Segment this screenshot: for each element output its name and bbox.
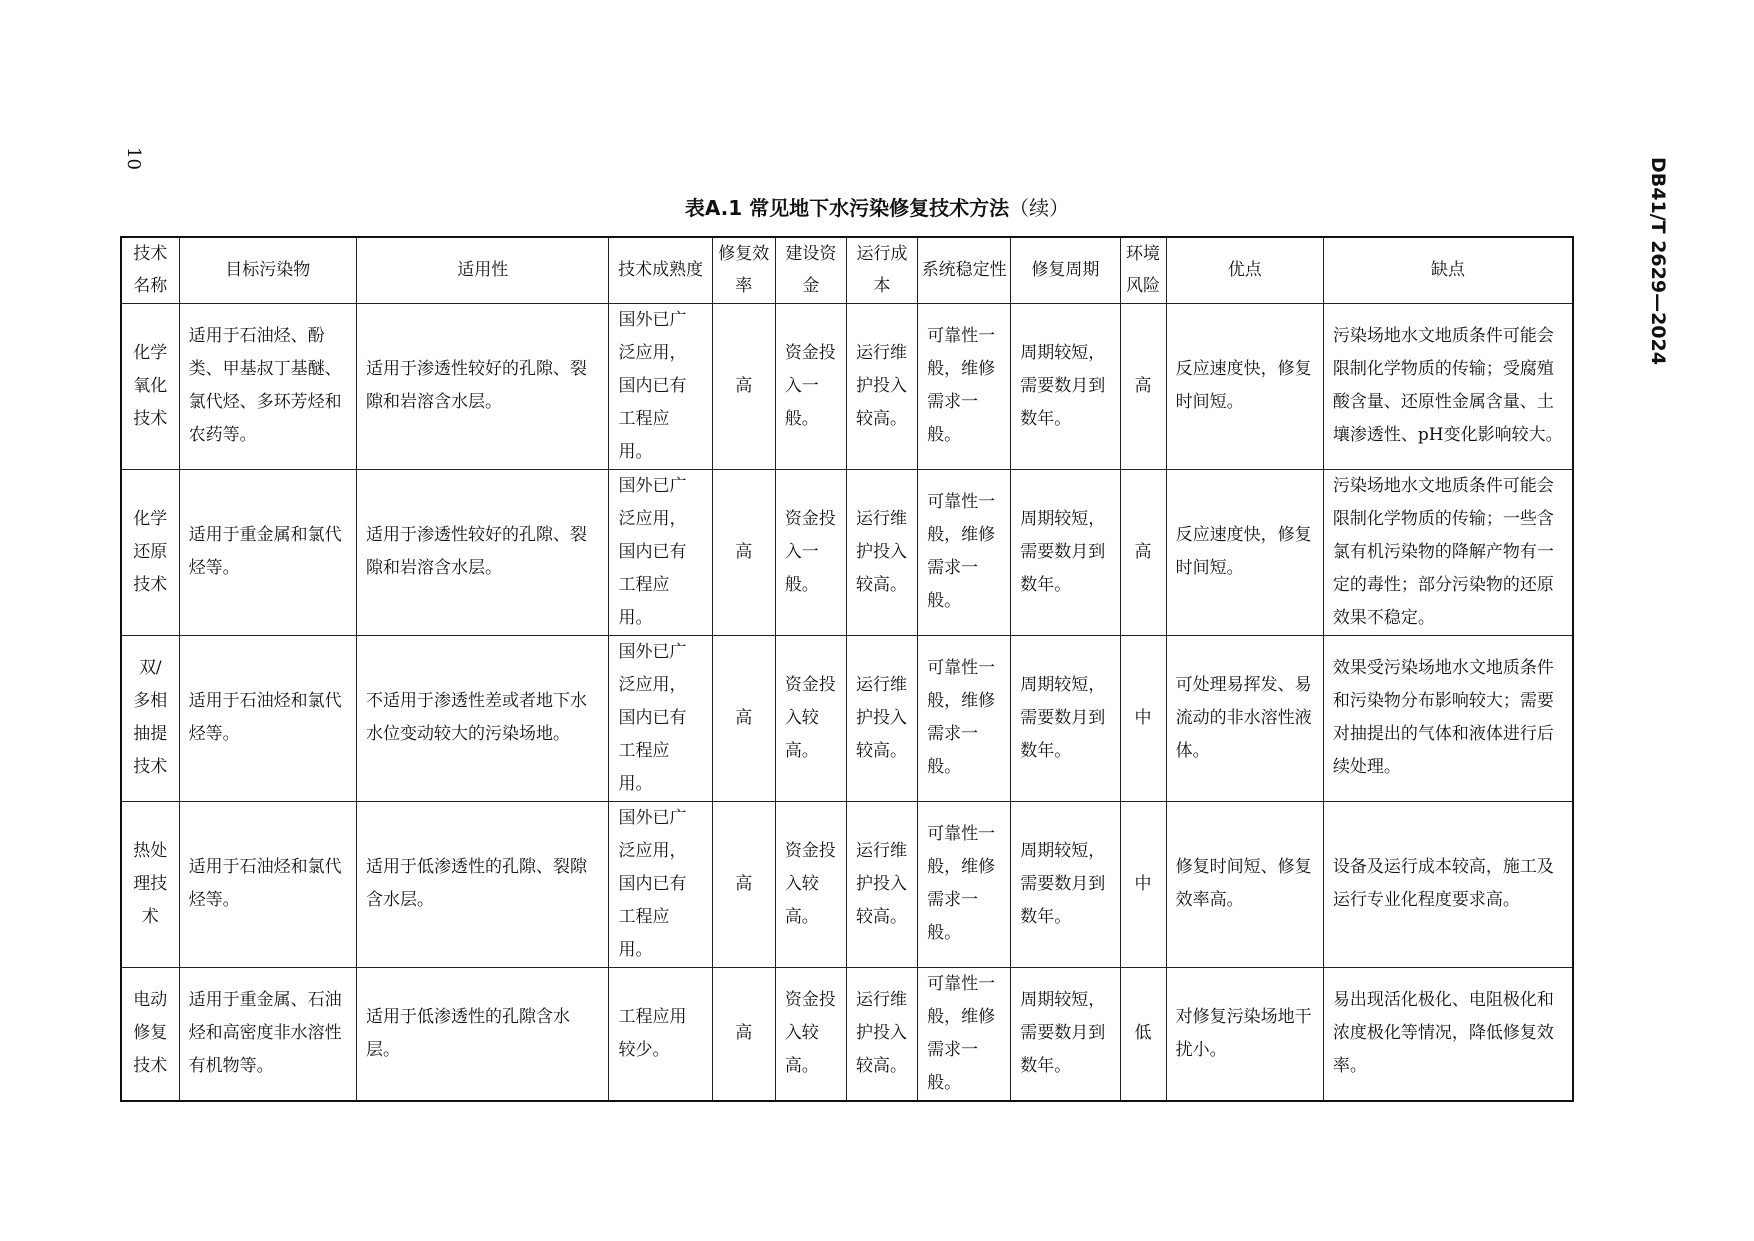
cell-tech-name: 化学还原技术 bbox=[121, 469, 179, 635]
header-maturity: 技术成熟度 bbox=[609, 237, 712, 303]
header-advantages: 优点 bbox=[1166, 237, 1323, 303]
table-row bbox=[121, 303, 1573, 469]
header-tech-name: 技术名称 bbox=[121, 237, 179, 303]
cell-period: 周期较短，需要数月到数年。 bbox=[1011, 303, 1120, 469]
cell-disadvantages: 效果受污染场地水文地质条件和污染物分布影响较大；需要对抽提出的气体和液体进行后续处理。 bbox=[1323, 635, 1573, 801]
cell-efficiency: 高 bbox=[712, 469, 775, 635]
cell-advantages: 对修复污染场地干扰小。 bbox=[1166, 967, 1323, 1101]
standard-code: DB41/T 2629—2024 bbox=[1647, 157, 1669, 365]
cell-maturity: 国外已广泛应用，国内已有工程应用。 bbox=[609, 801, 712, 967]
cell-target-pollutant: 适用于石油烃、酚类、甲基叔丁基醚、氯代烃、多环芳烃和农药等。 bbox=[179, 303, 356, 469]
header-capital: 建设资金 bbox=[775, 237, 846, 303]
header-row bbox=[121, 237, 1573, 303]
cell-risk: 中 bbox=[1120, 635, 1166, 801]
table-title-suffix: （续） bbox=[1009, 196, 1070, 220]
cell-operating-cost: 运行维护投入较高。 bbox=[846, 469, 917, 635]
cell-stability: 可靠性一般，维修需求一般。 bbox=[918, 967, 1011, 1101]
cell-capital: 资金投入一般。 bbox=[775, 469, 846, 635]
cell-capital: 资金投入一般。 bbox=[775, 303, 846, 469]
table-title-main: 表A.1 常见地下水污染修复技术方法 bbox=[684, 196, 1010, 220]
cell-operating-cost: 运行维护投入较高。 bbox=[846, 303, 917, 469]
cell-applicability: 适用于渗透性较好的孔隙、裂隙和岩溶含水层。 bbox=[356, 303, 609, 469]
header-stability: 系统稳定性 bbox=[918, 237, 1011, 303]
cell-stability: 可靠性一般，维修需求一般。 bbox=[918, 469, 1011, 635]
cell-period: 周期较短，需要数月到数年。 bbox=[1011, 801, 1120, 967]
cell-disadvantages: 污染场地水文地质条件可能会限制化学物质的传输；一些含氯有机污染物的降解产物有一定的毒性；部分污染物的还原效果不稳定。 bbox=[1323, 469, 1573, 635]
cell-risk: 高 bbox=[1120, 469, 1166, 635]
cell-applicability: 适用于渗透性较好的孔隙、裂隙和岩溶含水层。 bbox=[356, 469, 609, 635]
cell-advantages: 可处理易挥发、易流动的非水溶性液体。 bbox=[1166, 635, 1323, 801]
cell-efficiency: 高 bbox=[712, 801, 775, 967]
cell-target-pollutant: 适用于重金属和氯代烃等。 bbox=[179, 469, 356, 635]
cell-stability: 可靠性一般，维修需求一般。 bbox=[918, 635, 1011, 801]
cell-operating-cost: 运行维护投入较高。 bbox=[846, 967, 917, 1101]
cell-maturity: 工程应用较少。 bbox=[609, 967, 712, 1101]
header-target-pollutant: 目标污染物 bbox=[179, 237, 356, 303]
cell-risk: 高 bbox=[1120, 303, 1166, 469]
header-risk: 环境风险 bbox=[1120, 237, 1166, 303]
cell-applicability: 不适用于渗透性差或者地下水水位变动较大的污染场地。 bbox=[356, 635, 609, 801]
cell-period: 周期较短，需要数月到数年。 bbox=[1011, 469, 1120, 635]
cell-period: 周期较短，需要数月到数年。 bbox=[1011, 967, 1120, 1101]
cell-stability: 可靠性一般，维修需求一般。 bbox=[918, 303, 1011, 469]
cell-efficiency: 高 bbox=[712, 967, 775, 1101]
cell-disadvantages: 设备及运行成本较高，施工及运行专业化程度要求高。 bbox=[1323, 801, 1573, 967]
cell-capital: 资金投入较高。 bbox=[775, 801, 846, 967]
cell-maturity: 国外已广泛应用，国内已有工程应用。 bbox=[609, 303, 712, 469]
cell-risk: 低 bbox=[1120, 967, 1166, 1101]
header-operating-cost: 运行成本 bbox=[846, 237, 917, 303]
header-efficiency: 修复效率 bbox=[712, 237, 775, 303]
cell-advantages: 修复时间短、修复效率高。 bbox=[1166, 801, 1323, 967]
table-row bbox=[121, 469, 1573, 635]
cell-capital: 资金投入较高。 bbox=[775, 635, 846, 801]
header-period: 修复周期 bbox=[1011, 237, 1120, 303]
cell-period: 周期较短，需要数月到数年。 bbox=[1011, 635, 1120, 801]
cell-tech-name: 化学氧化技术 bbox=[121, 303, 179, 469]
cell-applicability: 适用于低渗透性的孔隙含水层。 bbox=[356, 967, 609, 1101]
cell-risk: 中 bbox=[1120, 801, 1166, 967]
cell-target-pollutant: 适用于石油烃和氯代烃等。 bbox=[179, 801, 356, 967]
cell-applicability: 适用于低渗透性的孔隙、裂隙含水层。 bbox=[356, 801, 609, 967]
cell-efficiency: 高 bbox=[712, 303, 775, 469]
cell-tech-name: 双/多相抽提技术 bbox=[121, 635, 179, 801]
table-row bbox=[121, 967, 1573, 1101]
header-applicability: 适用性 bbox=[356, 237, 609, 303]
cell-disadvantages: 污染场地水文地质条件可能会限制化学物质的传输；受腐殖酸含量、还原性金属含量、土壤渗透性、pH变化影响较大。 bbox=[1323, 303, 1573, 469]
cell-target-pollutant: 适用于石油烃和氯代烃等。 bbox=[179, 635, 356, 801]
page-number: 10 bbox=[122, 147, 144, 170]
cell-operating-cost: 运行维护投入较高。 bbox=[846, 801, 917, 967]
header-disadvantages: 缺点 bbox=[1323, 237, 1573, 303]
table-row bbox=[121, 801, 1573, 967]
cell-advantages: 反应速度快，修复时间短。 bbox=[1166, 469, 1323, 635]
cell-advantages: 反应速度快，修复时间短。 bbox=[1166, 303, 1323, 469]
cell-disadvantages: 易出现活化极化、电阻极化和浓度极化等情况，降低修复效率。 bbox=[1323, 967, 1573, 1101]
cell-capital: 资金投入较高。 bbox=[775, 967, 846, 1101]
table-row bbox=[121, 635, 1573, 801]
table-title bbox=[0, 192, 1754, 221]
remediation-table bbox=[120, 236, 1574, 1102]
cell-target-pollutant: 适用于重金属、石油烃和高密度非水溶性有机物等。 bbox=[179, 967, 356, 1101]
cell-stability: 可靠性一般，维修需求一般。 bbox=[918, 801, 1011, 967]
cell-maturity: 国外已广泛应用，国内已有工程应用。 bbox=[609, 635, 712, 801]
cell-operating-cost: 运行维护投入较高。 bbox=[846, 635, 917, 801]
cell-tech-name: 热处理技术 bbox=[121, 801, 179, 967]
cell-tech-name: 电动修复技术 bbox=[121, 967, 179, 1101]
cell-efficiency: 高 bbox=[712, 635, 775, 801]
cell-maturity: 国外已广泛应用，国内已有工程应用。 bbox=[609, 469, 712, 635]
